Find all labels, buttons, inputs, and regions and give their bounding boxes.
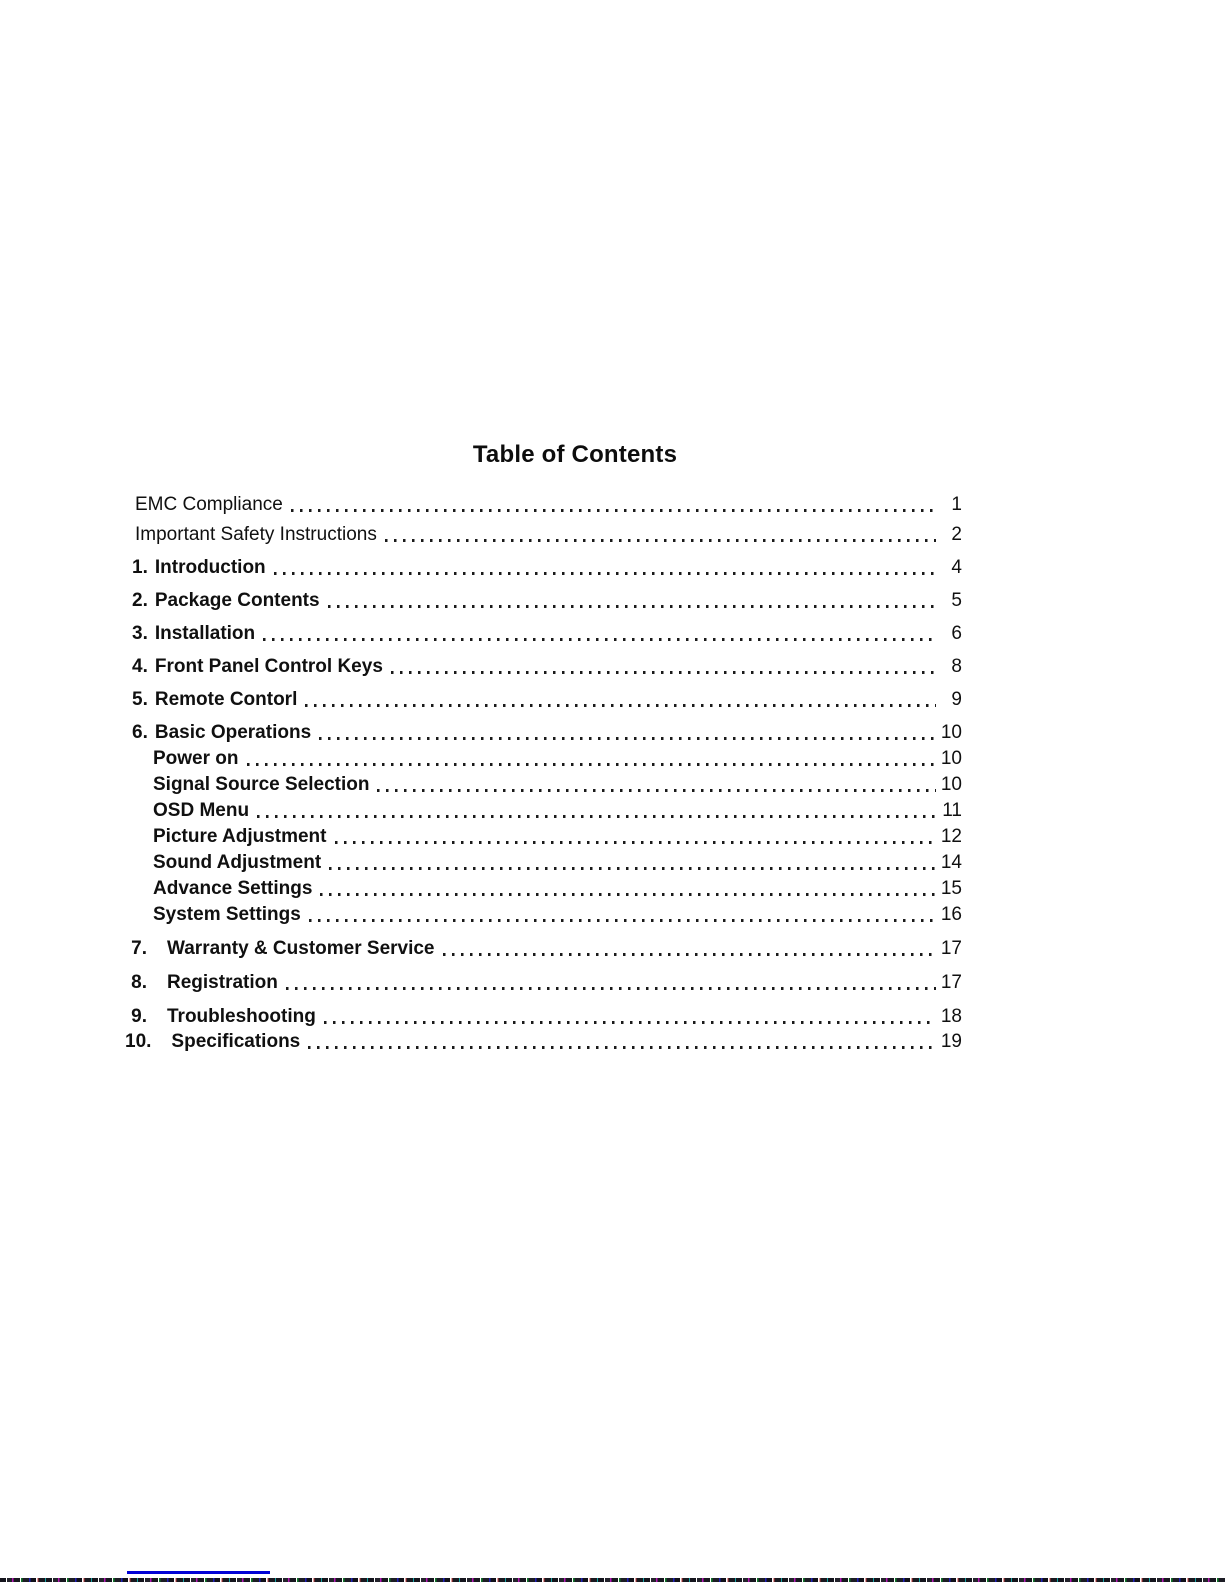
toc-entry-number: 4. [132, 656, 148, 677]
toc-entry-page: 15 [940, 878, 962, 899]
toc-entry-label: Package Contents [154, 590, 320, 611]
dot-leader [309, 919, 936, 922]
dot-leader [335, 841, 937, 844]
dot-leader [324, 1021, 936, 1024]
toc-entry [132, 973, 962, 993]
toc-entry-label: Registration [167, 972, 278, 993]
toc-entry [132, 827, 962, 847]
toc-entry [132, 853, 962, 873]
toc-entry-page: 19 [940, 1031, 962, 1052]
dot-leader [320, 893, 936, 896]
dot-leader [391, 671, 936, 674]
dot-leader [291, 509, 936, 512]
toc-entry-label: Troubleshooting [167, 1006, 316, 1027]
dot-leader [328, 605, 936, 608]
toc-entry-number: 9. [131, 1006, 147, 1027]
toc-entry-label: Picture Adjustment [153, 826, 327, 847]
toc-entry-label: Sound Adjustment [153, 852, 322, 873]
toc-entry-page: 16 [940, 904, 962, 925]
table-of-contents [125, 494, 962, 1052]
dot-leader [443, 953, 936, 956]
toc-entry-label: Advance Settings [153, 878, 313, 899]
dot-leader [286, 987, 936, 990]
dot-leader [274, 572, 936, 575]
toc-entry-page: 18 [940, 1006, 962, 1027]
dot-leader [305, 704, 936, 707]
toc-entry-label: Remote Contorl [154, 689, 298, 710]
toc-entry-page: 6 [951, 623, 962, 644]
toc-entry-page: 9 [951, 689, 962, 710]
toc-entry-label: Installation [154, 623, 256, 644]
toc-entry [132, 624, 962, 644]
toc-entry-number: 7. [131, 938, 147, 959]
dot-leader [319, 737, 936, 740]
dot-leader [385, 539, 936, 542]
toc-entry-label: Warranty & Customer Service [167, 938, 435, 959]
toc-entry [132, 1007, 962, 1027]
toc-entry-label: System Settings [153, 904, 301, 925]
toc-entry [132, 723, 962, 743]
toc-entry [132, 525, 962, 545]
toc-entry-page: 2 [951, 524, 962, 545]
toc-entry-number: 10. [125, 1031, 152, 1052]
toc-entry-page: 4 [951, 557, 962, 578]
dot-leader [308, 1046, 936, 1049]
toc-entry-number: 8. [131, 972, 147, 993]
page-title: Table of Contents [472, 441, 678, 468]
toc-entry-label: Power on [153, 748, 239, 769]
toc-entry [132, 558, 962, 578]
footer-underline [127, 1571, 270, 1574]
toc-entry [132, 591, 962, 611]
dot-leader [377, 789, 936, 792]
toc-entry-label: EMC Compliance [135, 494, 283, 515]
toc-entry-page: 17 [940, 938, 962, 959]
toc-entry [125, 1031, 962, 1052]
scan-artifact-line [0, 1578, 1225, 1582]
toc-entry [132, 801, 962, 821]
toc-entry [132, 657, 962, 677]
toc-entry-number: 1. [132, 557, 148, 578]
toc-entry-label: Specifications [171, 1031, 301, 1052]
toc-entry-page: 12 [940, 826, 962, 847]
toc-entry-number: 3. [132, 623, 148, 644]
toc-entry-page: 17 [940, 972, 962, 993]
toc-entry [132, 775, 962, 795]
toc-entry-label: OSD Menu [153, 800, 250, 821]
toc-entry-label: Basic Operations [154, 722, 312, 743]
toc-entry-label: Signal Source Selection [153, 774, 370, 795]
toc-entry [132, 879, 962, 899]
dot-leader [263, 638, 936, 641]
toc-entry-label: Front Panel Control Keys [154, 656, 383, 677]
toc-entry-page: 10 [940, 748, 962, 769]
dot-leader [247, 763, 936, 766]
toc-entry [132, 495, 962, 515]
toc-entry-page: 8 [951, 656, 962, 677]
toc-entry-label: Important Safety Instructions [135, 524, 377, 545]
toc-entry-number: 6. [132, 722, 148, 743]
toc-entry-page: 11 [942, 800, 962, 821]
toc-entry [132, 690, 962, 710]
toc-entry-label: Introduction [154, 557, 266, 578]
toc-entry-page: 14 [940, 852, 962, 873]
dot-leader [257, 815, 936, 818]
toc-entry-page: 10 [940, 774, 962, 795]
toc-entry [132, 939, 962, 959]
toc-entry-number: 5. [132, 689, 148, 710]
dot-leader [329, 867, 936, 870]
toc-entry [132, 749, 962, 769]
toc-entry [132, 905, 962, 925]
toc-entry-page: 1 [951, 494, 962, 515]
toc-entry-page: 5 [951, 590, 962, 611]
toc-entry-page: 10 [940, 722, 962, 743]
toc-entry-number: 2. [132, 590, 148, 611]
